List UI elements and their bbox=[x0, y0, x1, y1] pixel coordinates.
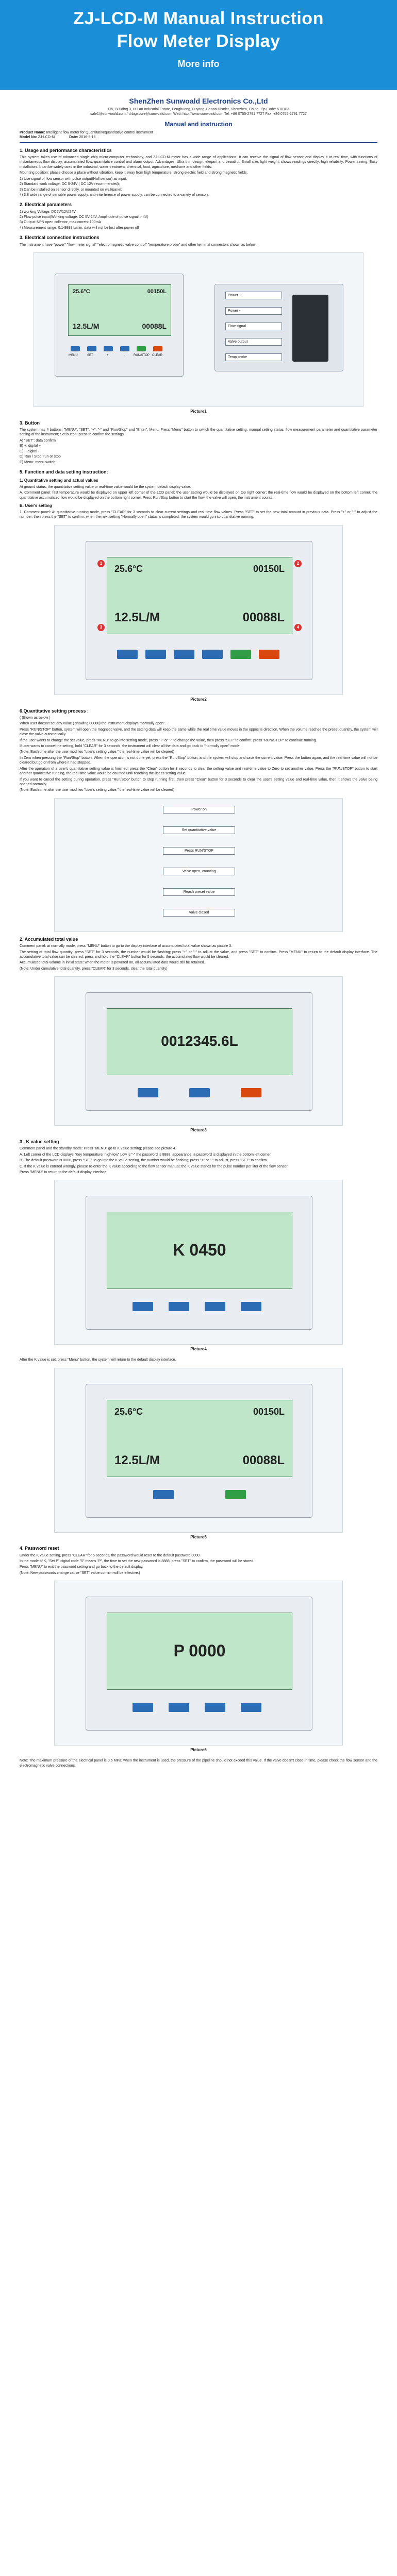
wire-label: Power + bbox=[225, 292, 282, 299]
section-6-text-6: After the operation of a user's quantitative setting value is finished, press the "Clear" button for 3 seconds to clear the setting value and real-time value to Zero to set another value. Press the "RUN/STOP" button to start another quantitative running, the real-time value would be counted until reaching the user's setting value. bbox=[20, 767, 377, 776]
run-stop-button[interactable] bbox=[137, 346, 146, 351]
section-9-note: Note: The maximum pressure of the electrical panel is 0.6 MPa; when the instrument is used, the pressure of the pipeline should not exceed this value. If the valve doesn't close in time, please check the flow sensor and the electromagnetic valve connections. bbox=[20, 1759, 377, 1768]
section-2-title: 2. Electrical parameters bbox=[20, 202, 72, 208]
section-9-text-1: Under the K value setting, press "CLEAR" for 5 seconds, the password would reset to the default password 0000. bbox=[20, 1553, 201, 1557]
lcd-temp: 25.6°C bbox=[114, 1406, 143, 1417]
section-8-text-3: B. The default password is 0000, press "SET" to go into the K value setting, the number would be flashing; press "+" or "-" to adjust, press "SET" to confirm. bbox=[20, 1159, 268, 1163]
menu-button[interactable] bbox=[153, 1490, 174, 1499]
figure-6-caption: Picture6 bbox=[190, 1748, 207, 1753]
marker-c: 3 bbox=[97, 624, 105, 631]
marker-d: 4 bbox=[294, 624, 302, 631]
lcd-set-value: 00150L bbox=[253, 1406, 285, 1417]
divider bbox=[20, 142, 377, 143]
company-name: ShenZhen Sunwoald Electronics Co.,Ltd bbox=[129, 97, 268, 105]
clear-label: CLEAR bbox=[152, 353, 163, 357]
minus-label: - bbox=[124, 353, 125, 357]
section-6-text-7: If you want to cancel the setting during operation, press "Run/Stop" button to stop running first, then press "Clear" button for 3 seconds to clear the user's setting value and real-time value, then it shows the valve being opened normally. bbox=[20, 777, 377, 787]
section-5-text-1: At ground status, the quantitative setting value or real-time value would be the system default display value. bbox=[20, 485, 191, 489]
lcd-screen bbox=[68, 284, 171, 336]
header-banner bbox=[0, 0, 397, 90]
menu-button[interactable] bbox=[133, 1703, 153, 1712]
figure-3-caption: Picture3 bbox=[190, 1128, 207, 1133]
minus-button[interactable] bbox=[202, 650, 223, 659]
section-6-text-4: If user wants to cancel the setting, hold "CLEAR" for 3 seconds, the instrument will clear all the data and go back to "normally open" mode. bbox=[20, 744, 241, 748]
device-display bbox=[86, 1196, 312, 1330]
wire-label: Power - bbox=[225, 307, 282, 315]
section-9-text-3: Press "MENU" to exit the password setting and go back to the default display. bbox=[20, 1565, 143, 1569]
section-7-text-2: The setting of total flow quantity: press "SET" for 3 seconds, the number would be flashing; press "+" or "-" to adjust the value, and press "SET" to confirm. Press "MENU" to return to the default display interface. The accumulative total value can be cleared: press and hold the "CLEAR" button for 5 seconds, the accumulated flow would be cleared. bbox=[20, 950, 377, 959]
section-7-text-4: (Note: Under cumulative total quantity, press "CLEAR" for 3 seconds, clear the total quantity) bbox=[20, 967, 168, 971]
accumulated-figure bbox=[54, 976, 343, 1126]
password-figure bbox=[54, 1581, 343, 1745]
button-section-text: The system has 4 buttons: "MENU", "SET", "+", "-" and "Run/Stop" and "Enter". Menu: Press "Menu" button to switch the quantitative setting, manual setting status, flow measurement parameter and quantitative parameter setting of the instrument; Set button: press to confirm the settings. bbox=[20, 428, 377, 437]
lcd-set-value: 00150L bbox=[253, 563, 285, 574]
lcd-set-value: 00150L bbox=[147, 288, 167, 295]
section-8-text-6: After the K value is set, press "Menu" button, the system will return to the default display interface. bbox=[20, 1358, 176, 1362]
s1-row: 3) Can be installed on sensor directly, or mounted on wall/panel; bbox=[20, 188, 122, 192]
minus-button[interactable] bbox=[241, 1302, 261, 1311]
section-6-text-2: Press "RUN/STOP" button, system will open the magnetic valve, and the setting data will keep the same while the real time value moves in the opposite direction. When the volume reaches the preset quantity, the system will close the valve automatically. bbox=[20, 727, 377, 737]
date-label: Date: bbox=[69, 135, 78, 140]
menu-button[interactable] bbox=[133, 1302, 153, 1311]
lcd-accumulated: 00088L bbox=[242, 611, 285, 625]
lcd-flow-rate: 12.5L/M bbox=[114, 611, 160, 625]
wire-label: Flow signal bbox=[225, 323, 282, 330]
set-button[interactable] bbox=[169, 1302, 189, 1311]
lcd-screen bbox=[107, 1008, 292, 1075]
title-line-2: Flow Meter Display bbox=[117, 31, 280, 51]
plus-button[interactable] bbox=[205, 1302, 225, 1311]
section-8-title: 3 . K value setting bbox=[20, 1139, 59, 1145]
section-8-text-4: C. If the K value is entered wrongly, please re-enter the K value according to the flow sensor manual; the K value stands for the pulse number per liter of the flow sensor. bbox=[20, 1164, 289, 1168]
set-label: SET bbox=[87, 353, 93, 357]
k-value-figure bbox=[54, 1180, 343, 1345]
section-9-text-2: In the mode of K, "Set P" digital code "5" means "P", the time to set the new password is 8888; press "SET" to confirm, the password will be stored. bbox=[20, 1559, 255, 1563]
button-row: D) Run / Stop: run or stop bbox=[20, 455, 61, 459]
product-name-label: Product Name: bbox=[20, 130, 45, 134]
set-button[interactable] bbox=[145, 650, 166, 659]
figure-5-caption: Picture5 bbox=[190, 1534, 207, 1539]
display-figure bbox=[54, 525, 343, 695]
section-5-title: 5. Function and data setting instruction: bbox=[20, 469, 108, 474]
wire-label: Valve output bbox=[225, 338, 282, 346]
lcd-temp: 25.6°C bbox=[114, 563, 143, 574]
company-address: F/5, Building 3, Hui'an Industrial Estate, Fenghuang, Fuyong, Baoan District, Shenzhen, China. Zip Code: 518103 bbox=[108, 107, 289, 111]
plus-button[interactable] bbox=[104, 346, 113, 351]
section-7-title: 2. Accumulated total value bbox=[20, 936, 78, 942]
product-name: Intelligent flow meter for Quantitativequantitative control instrument bbox=[46, 130, 153, 134]
lcd-accumulated: 00088L bbox=[242, 1453, 285, 1468]
model-label: Model No: bbox=[20, 135, 37, 140]
plus-button[interactable] bbox=[205, 1703, 225, 1712]
section-1-text: This system takes use of advanced single chip micro-computer technology, and ZJ-LCD-M meter has a wide range of applications. It can receive the signal of flow sensor and display it at real time, with functions of instantaneous flow display, accumulated flow, quantitative control and alarm output. Advantages: Ultra thin design, elegant and beautiful; Small size, light weight; shows readings directly; high reliability; Power saving; Easy installation. It can be widely used in the industrial, water treatment, chemical, food, agriculture, medicine and other fields. bbox=[20, 155, 377, 169]
menu-button[interactable] bbox=[138, 1088, 158, 1097]
section-6-text-1: When user doesn't set any value ( showing 00000) the instrument displays "normally open". bbox=[20, 722, 166, 726]
lcd-screen bbox=[107, 1613, 292, 1690]
menu-label: MENU bbox=[69, 353, 78, 357]
flow-step: Reach preset value bbox=[163, 888, 235, 896]
k-value-confirm-figure bbox=[54, 1368, 343, 1533]
device-front bbox=[55, 274, 184, 377]
device-display bbox=[86, 541, 312, 680]
lcd-accumulated: 00088L bbox=[142, 322, 167, 331]
model-value: ZJ-LCD-M bbox=[38, 135, 55, 140]
lcd-accumulated-total: 0012345.6L bbox=[161, 1033, 238, 1049]
device-display bbox=[86, 992, 312, 1111]
section-6-note: (Note: Each time after the user modifies "user's setting value," the real-time value will be cleared) bbox=[20, 750, 175, 754]
s1-row: 2) Standard work voltage: DC 5-24V ( DC 12V recommended); bbox=[20, 182, 120, 187]
button-row: E) Menu: menu switch bbox=[20, 460, 56, 464]
more-info-link[interactable]: More info bbox=[177, 59, 220, 69]
button-row: B) +: digital + bbox=[20, 444, 41, 448]
flow-step: Press RUN/STOP bbox=[163, 847, 235, 855]
section-9-title: 4. Password reset bbox=[20, 1546, 59, 1551]
lcd-screen bbox=[107, 1212, 292, 1289]
clear-button[interactable] bbox=[241, 1088, 261, 1097]
section-9-text-4: (Note: New passwords change cause "SET" value confirm will be effective.) bbox=[20, 1571, 140, 1575]
device-display bbox=[86, 1384, 312, 1518]
set-button[interactable] bbox=[189, 1088, 210, 1097]
clear-button[interactable] bbox=[153, 346, 162, 351]
flow-steps-figure bbox=[54, 798, 343, 932]
plus-label: + bbox=[107, 353, 109, 357]
section-8-text-2: A. Left corner of the LCD displays "Key temperature: high-low" Low is "-" the password is 8888, appearance, a password is displayed in the bottom left corner. bbox=[20, 1153, 272, 1157]
lcd-password: P 0000 bbox=[173, 1641, 226, 1660]
s1-row: 1) Use signal of flow sensor with pulse output(Hall sensor) as input; bbox=[20, 177, 127, 181]
flow-step: Power on bbox=[163, 806, 235, 814]
section-1-install: Mounting position: please choose a place without vibration, keep it away from high temperature, strong electric field and strong magnetic fields. bbox=[20, 171, 248, 175]
section-8-text-5: Press "MENU" to return to the default display interface. bbox=[20, 1170, 108, 1174]
button-section-title: 3. Button bbox=[20, 420, 40, 426]
section-6-text-5: In Zero when pressing the "Run/Stop" button: When the operation is not done yet, press the "Run/Stop" button, and the system will stop and save the current value. Press the button again, and the real time value will not be cleared but go on from where it had stopped. bbox=[20, 756, 377, 765]
section-5-text-3: 1. Comment panel: At quantitative running mode, press "CLEAR" for 3 seconds to clear current settings and real-time flow values. Press "SET" to set the new total amount in previous data. Press "+" or "-" to adjust the number, then press the "SET" to confirm; when the next setting "Normally open" status is completed, the system would go into quantitative running. bbox=[20, 510, 377, 519]
lcd-screen bbox=[107, 557, 292, 634]
section-8-text-1: Comment panel and the standby mode: Press "MENU" go to K value setting; please see picture 4. bbox=[20, 1147, 176, 1151]
section-3-text: The instrument have "power" "flow meter signal" "electromagnetic valve control" "temperature probe" and other terminal connectors shown as below: bbox=[20, 243, 257, 247]
model-info-row bbox=[20, 135, 377, 140]
figure-4-caption: Picture4 bbox=[190, 1347, 207, 1352]
wire-label: Temp probe bbox=[225, 353, 282, 361]
section-5-sub-1: 1. Quantitative setting and actual values bbox=[20, 478, 98, 483]
lcd-flow-rate: 12.5L/M bbox=[114, 1453, 160, 1468]
figure-1-caption: Picture1 bbox=[190, 409, 207, 414]
run-stop-button[interactable] bbox=[230, 650, 251, 659]
set-button[interactable] bbox=[87, 346, 96, 351]
section-5-text-2: A. Comment panel: first temperature would be displayed on upper left corner of the LCD panel; the user setting would be displayed on top right corner; the real-time flow would be displayed on the bottom left corner; the quantitative accumulated flow would be displayed on the bottom right corner. Press Run/Stop button to start the flow, the valve will open, the instrument counts. bbox=[20, 491, 377, 500]
s2-row: 4) Measurement range: 0.1-9999 L/min, data will not be lost after power off bbox=[20, 226, 139, 230]
s2-row: 3) Output: NPN open collector, max current 100mA bbox=[20, 221, 101, 225]
marker-a: 1 bbox=[97, 560, 105, 567]
section-6-text-3: If the user wants to change the set value, press "MENU" to go into setting mode, press "+" or "-" to change the value, then press "SET" to confirm; press "RUN/STOP" to continue running. bbox=[20, 738, 317, 742]
section-6-sub: ( Shown as below ) bbox=[20, 716, 51, 720]
menu-button[interactable] bbox=[117, 650, 138, 659]
title-line-1: ZJ-LCD-M Manual Instruction bbox=[73, 9, 324, 28]
marker-b: 2 bbox=[294, 560, 302, 567]
section-3-title: 3. Electrical connection instructions bbox=[20, 235, 100, 241]
lcd-k-value: K 0450 bbox=[173, 1241, 226, 1260]
section-1-title: 1. Usage and performance characteristics bbox=[20, 147, 112, 153]
product-info-row bbox=[20, 130, 377, 135]
flow-step: Set quantitative value bbox=[163, 826, 235, 834]
run-stop-button[interactable] bbox=[225, 1490, 246, 1499]
section-7-text-3: Accumulated total volume in initial state: when the meter is powered on, all accumulated data would still be retained. bbox=[20, 961, 205, 965]
plus-button[interactable] bbox=[174, 650, 194, 659]
manual-title: Manual and instruction bbox=[164, 120, 233, 128]
minus-button[interactable] bbox=[241, 1703, 261, 1712]
clear-button[interactable] bbox=[259, 650, 279, 659]
date-value: 2016-5-16 bbox=[79, 135, 96, 140]
menu-button[interactable] bbox=[71, 346, 80, 351]
lcd-flow-rate: 12.5L/M bbox=[73, 322, 100, 331]
company-contact: sale1@sunwoald.com / drbigscore@sunwoald.com Web: http://www.sunwoald.com Tel: +86 0755-2791 7727 Fax: +86 0755-2791 7727 bbox=[90, 112, 307, 116]
button-row: C) -: digital - bbox=[20, 449, 40, 453]
section-6-note-2: (Note: Each time after the user modifies "user's setting value," the real-time value will be cleared) bbox=[20, 788, 175, 792]
run-stop-label: RUN/STOP bbox=[134, 353, 150, 357]
minus-button[interactable] bbox=[120, 346, 129, 351]
figure-2-caption: Picture2 bbox=[190, 697, 207, 702]
s1-row: 4) 3.8 wide range of sensible power supply, anti-interference of power supply, can be connected to a variety of sensors. bbox=[20, 193, 210, 197]
section-6-title: 6.Quantitative setting process : bbox=[20, 708, 89, 714]
s2-row: 2) Flow pulse input(Working voltage: DC 5V-24V, Amplitude of pulse signal > 4V) bbox=[20, 215, 148, 219]
wiring-figure bbox=[34, 252, 363, 407]
lcd-temp: 25.6°C bbox=[73, 288, 90, 295]
section-7-text-1: Comment panel: at normally mode, press "MENU" button to go to the display interface of accumulated total value shown as picture 3. bbox=[20, 944, 232, 948]
device-display bbox=[86, 1597, 312, 1731]
section-5-sub-2: B. User's setting bbox=[20, 503, 52, 509]
device-back bbox=[214, 284, 343, 371]
s2-row: 1) working Voltage: DC5V/12V/24V bbox=[20, 210, 76, 214]
terminal-block bbox=[292, 295, 328, 362]
flow-step: Valve closed bbox=[163, 909, 235, 917]
button-row: A) "SET": data confirm bbox=[20, 438, 56, 443]
lcd-screen bbox=[107, 1400, 292, 1477]
set-button[interactable] bbox=[169, 1703, 189, 1712]
flow-step: Valve open, counting bbox=[163, 868, 235, 875]
document-body bbox=[0, 90, 397, 1768]
